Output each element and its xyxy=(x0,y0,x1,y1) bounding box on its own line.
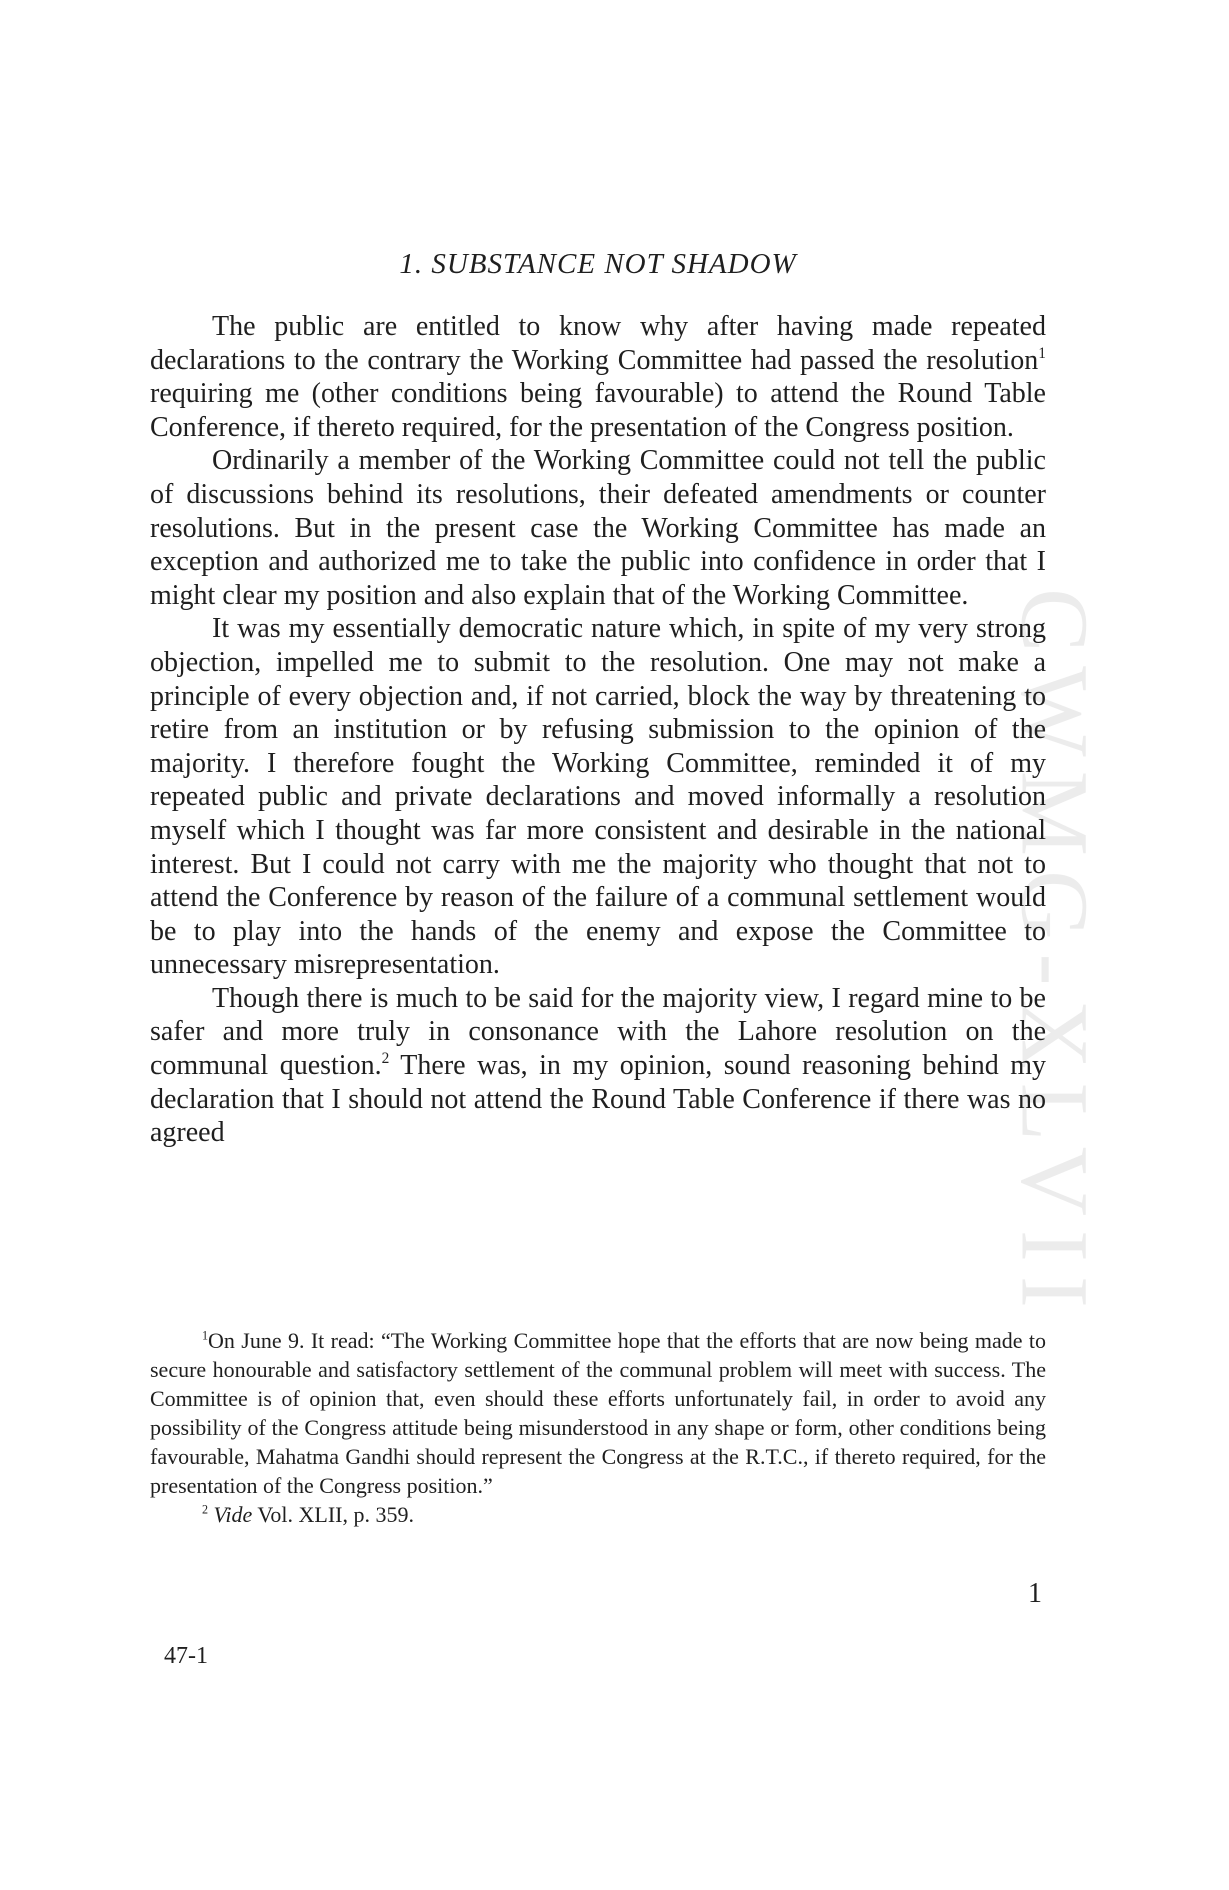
paragraph-4-rest: There was, in my opinion, sound reasoning behind my declaration that I should not attend the Round Table Conference if there was no agreed xyxy=(150,1050,1047,1149)
watermark-text: CWMG-XLVII xyxy=(1001,588,1109,1322)
footnotes xyxy=(150,1326,1046,1529)
footnote-2 xyxy=(150,1500,1046,1529)
paragraph-4 xyxy=(150,982,1046,1150)
footnote-1-mark: 1 xyxy=(202,1328,209,1343)
paragraph-1 xyxy=(150,310,1046,444)
body-text xyxy=(150,310,1046,1150)
footnote-1-text: On June 9. It read: “The Working Committee hope that the efforts that are now being made to secure honourable and satisfactory settlement of the communal problem will meet with success. The Committee is of opinion that, even should these efforts unfortunately fail, in order to avoid any possibility of the Congress attitude being misunderstood in any shape or form, other conditions being favourable, Mahatma Gandhi should represent the Congress at the R.T.C., if thereto required, for the presentation of the Congress position.” xyxy=(150,1328,1046,1498)
paragraph-2: Ordinarily a member of the Working Committee could not tell the public of discussions behind its resolutions, their defeated amendments or counter resolutions. But in the present case the Working Committee has made an exception and authorized me to take the public into confidence in order that I might clear my position and also explain that of the Working Committee. xyxy=(150,445,1046,611)
footnote-ref-1: 1 xyxy=(1038,344,1046,362)
paragraph-4-start: Though there is much to be said for the majority view, I regard mine to be safer and more truly in consonance with the Lahore resolution on the communal question. xyxy=(150,982,1046,1082)
paragraph-1-start: The public are entitled to know why after having made repeated declarations to the contrary the Working Committee had passed the resolution xyxy=(150,311,1046,376)
footnote-ref-2: 2 xyxy=(381,1050,390,1068)
footnote-1 xyxy=(150,1326,1046,1500)
paragraph-3: It was my essentially democratic nature which, in spite of my very strong objection, impelled me to submit to the resolution. One may not make a principle of every objection and, if not carried, block the way by threatening to retire from an institution or by refusing submission to the opinion of the majority. I therefore fought the Working Committee, reminded it of my repeated public and private declarations and moved informally a resolution myself which I thought was far more consistent and desirable in the national interest. But I could not carry with me the majority who thought that not to attend the Conference by reason of the failure of a communal settlement would be to play into the hands of the enemy and expose the Committee to unnecessary misrepresentation. xyxy=(150,613,1046,981)
footnote-2-mark: 2 xyxy=(202,1502,209,1517)
printer-signature: 47-1 xyxy=(164,1643,208,1669)
page-number: 1 xyxy=(1028,1578,1042,1609)
footnote-2-vide: Vide xyxy=(213,1502,253,1527)
paragraph-1-rest: requiring me (other conditions being favourable) to attend the Round Table Conference, if thereto required, for the presentation of the Congress position. xyxy=(150,378,1046,443)
chapter-title: 1. SUBSTANCE NOT SHADOW xyxy=(399,248,797,280)
footnote-2-text: Vol. XLII, p. 359. xyxy=(252,1502,414,1527)
